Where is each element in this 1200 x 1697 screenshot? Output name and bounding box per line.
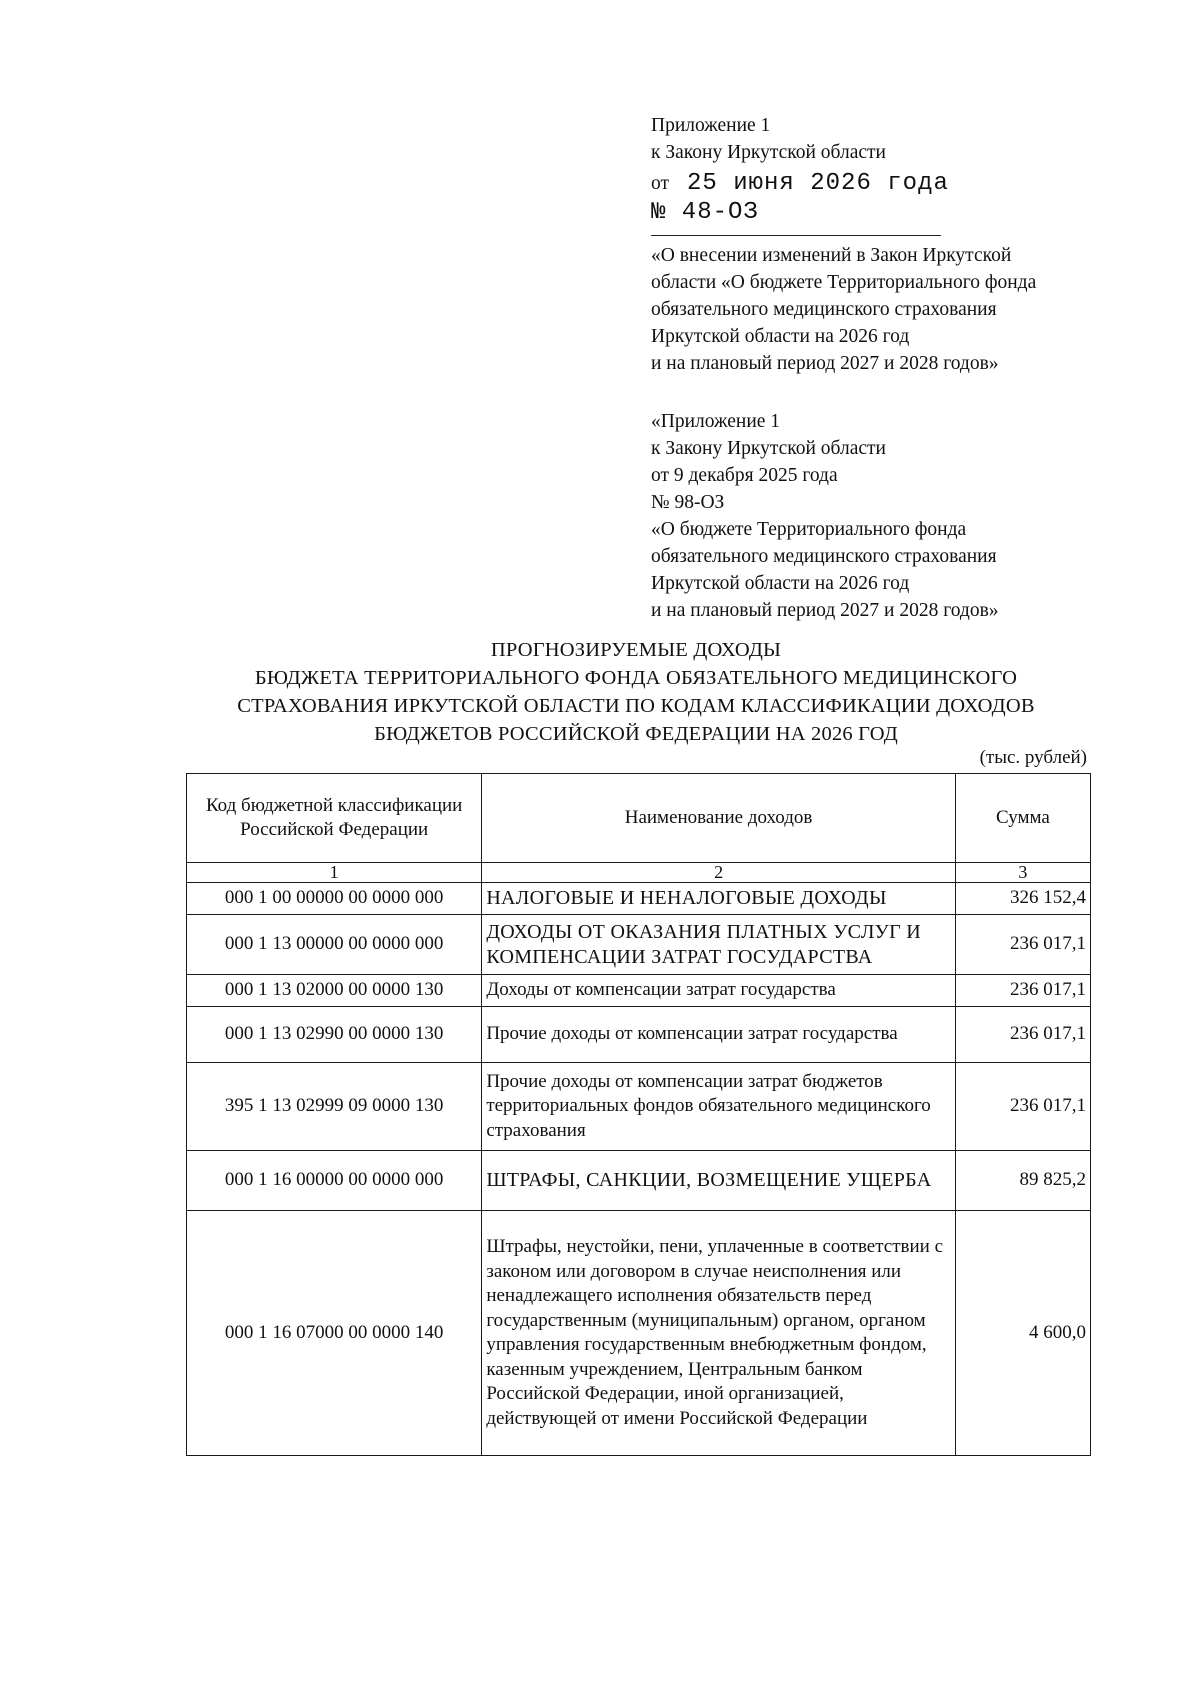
column-number: 2 bbox=[482, 863, 956, 883]
title-line: БЮДЖЕТА ТЕРРИТОРИАЛЬНОГО ФОНДА ОБЯЗАТЕЛЬНОГО МЕДИЦИНСКОГО bbox=[254, 667, 1018, 689]
law-attachment-header bbox=[651, 112, 1121, 624]
original-law-line: обязательного медицинского страхования bbox=[651, 546, 997, 567]
original-law-line: Иркутской области на 2026 год bbox=[651, 573, 910, 594]
row-code: 000 1 13 02990 00 0000 130 bbox=[187, 1007, 482, 1063]
row-code: 000 1 13 00000 00 0000 000 bbox=[187, 915, 482, 975]
row-name: Доходы от компенсации затрат государства bbox=[482, 975, 956, 1007]
title-line: ПРОГНОЗИРУЕМЫЕ ДОХОДЫ bbox=[490, 639, 782, 661]
table-row bbox=[187, 915, 1091, 975]
table-row bbox=[187, 1211, 1091, 1456]
column-number-row bbox=[187, 863, 1091, 883]
row-code: 000 1 13 02000 00 0000 130 bbox=[187, 975, 482, 1007]
original-law-line: «Приложение 1 bbox=[651, 411, 781, 432]
row-amount: 236 017,1 bbox=[955, 975, 1090, 1007]
table-row bbox=[187, 1063, 1091, 1151]
row-amount: 4 600,0 bbox=[955, 1211, 1090, 1456]
law-number: № 48-ОЗ bbox=[651, 199, 759, 226]
amending-title-line: обязательного медицинского страхования bbox=[651, 299, 997, 320]
document-title bbox=[186, 636, 1086, 748]
income-table bbox=[186, 773, 1091, 1456]
header-divider bbox=[651, 235, 941, 236]
to-law-label: к Закону Иркутской области bbox=[651, 142, 886, 163]
column-number: 3 bbox=[955, 863, 1090, 883]
column-header-code: Код бюджетной классификации Российской Федерации bbox=[187, 774, 482, 863]
attachment-label: Приложение 1 bbox=[651, 115, 771, 136]
row-name: НАЛОГОВЫЕ И НЕНАЛОГОВЫЕ ДОХОДЫ bbox=[482, 883, 956, 915]
table-row bbox=[187, 1151, 1091, 1211]
row-name: Прочие доходы от компенсации затрат государства bbox=[482, 1007, 956, 1063]
table-row bbox=[187, 883, 1091, 915]
row-amount: 236 017,1 bbox=[955, 1007, 1090, 1063]
ot-word: от bbox=[651, 173, 670, 194]
row-name: ДОХОДЫ ОТ ОКАЗАНИЯ ПЛАТНЫХ УСЛУГ И КОМПЕНСАЦИИ ЗАТРАТ ГОСУДАРСТВА bbox=[482, 915, 956, 975]
title-line: СТРАХОВАНИЯ ИРКУТСКОЙ ОБЛАСТИ ПО КОДАМ КЛАССИФИКАЦИИ ДОХОДОВ bbox=[237, 695, 1035, 717]
row-amount: 236 017,1 bbox=[955, 915, 1090, 975]
original-law-line: № 98-ОЗ bbox=[651, 492, 725, 513]
row-code: 395 1 13 02999 09 0000 130 bbox=[187, 1063, 482, 1151]
title-line: БЮДЖЕТОВ РОССИЙСКОЙ ФЕДЕРАЦИИ НА 2026 ГОД bbox=[374, 723, 898, 745]
units-label: (тыс. рублей) bbox=[979, 747, 1087, 768]
row-amount: 236 017,1 bbox=[955, 1063, 1090, 1151]
original-law-line: «О бюджете Территориального фонда bbox=[651, 519, 967, 540]
law-date: 25 июня 2026 года bbox=[687, 170, 949, 197]
column-number: 1 bbox=[187, 863, 482, 883]
table-row bbox=[187, 975, 1091, 1007]
table-row bbox=[187, 1007, 1091, 1063]
row-code: 000 1 16 00000 00 0000 000 bbox=[187, 1151, 482, 1211]
law-date-line bbox=[651, 166, 1121, 198]
column-header-amount: Сумма bbox=[955, 774, 1090, 863]
row-name: Штрафы, неустойки, пени, уплаченные в соответствии с законом или договором в случае неисполнения или ненадлежащего исполнения обязательств перед государственным (муниципальным) органом, органом управления государственным внебюджетным фондом, казенным учреждением, Центральным банком Российской Федерации, иной организацией, действующей от имени Российской Федерации bbox=[482, 1211, 956, 1456]
amending-title-line: «О внесении изменений в Закон Иркутской bbox=[651, 245, 1012, 266]
original-law-line: и на плановый период 2027 и 2028 годов» bbox=[651, 600, 999, 621]
header-spacer bbox=[651, 377, 1121, 408]
amending-title-line: области «О бюджете Территориального фонда bbox=[651, 272, 1037, 293]
original-law-line: от 9 декабря 2025 года bbox=[651, 465, 838, 486]
row-name: ШТРАФЫ, САНКЦИИ, ВОЗМЕЩЕНИЕ УЩЕРБА bbox=[482, 1151, 956, 1211]
row-name: Прочие доходы от компенсации затрат бюджетов территориальных фондов обязательного медицинского страхования bbox=[482, 1063, 956, 1151]
original-law-line: к Закону Иркутской области bbox=[651, 438, 886, 459]
row-code: 000 1 00 00000 00 0000 000 bbox=[187, 883, 482, 915]
law-number-line bbox=[651, 198, 1121, 230]
column-header-name: Наименование доходов bbox=[482, 774, 956, 863]
row-code: 000 1 16 07000 00 0000 140 bbox=[187, 1211, 482, 1456]
amending-title-line: Иркутской области на 2026 год bbox=[651, 326, 910, 347]
row-amount: 89 825,2 bbox=[955, 1151, 1090, 1211]
row-amount: 326 152,4 bbox=[955, 883, 1090, 915]
table-header-row bbox=[187, 774, 1091, 863]
amending-title-line: и на плановый период 2027 и 2028 годов» bbox=[651, 353, 999, 374]
